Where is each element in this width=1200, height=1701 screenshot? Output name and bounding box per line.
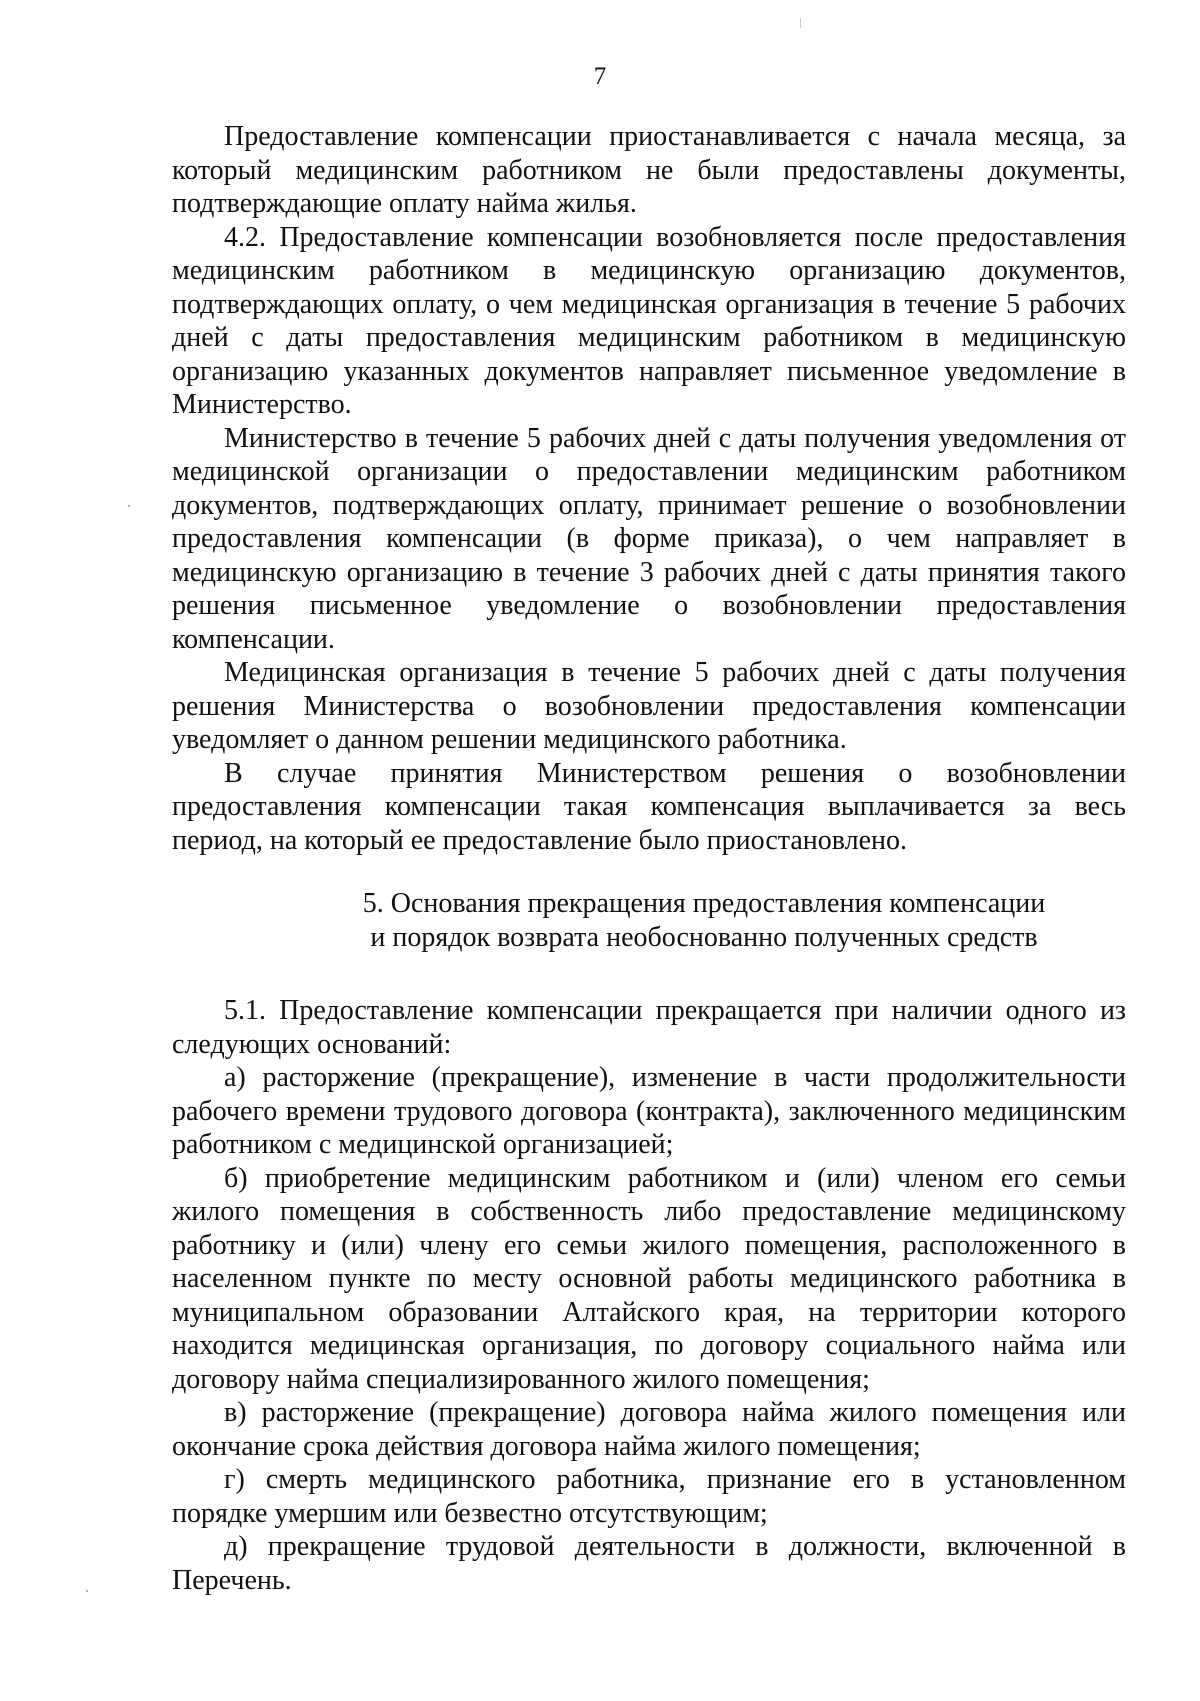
section-heading-line-2: и порядок возврата необоснованно полученных средств xyxy=(370,921,1038,953)
paragraph-5-1: 5.1. Предоставление компенсации прекращается при наличии одного из следующих оснований: xyxy=(172,995,1126,1060)
document-body xyxy=(172,120,1126,1597)
scan-speck xyxy=(128,505,130,507)
list-item-a: а) расторжение (прекращение), изменение в части продолжительности рабочего времени трудового договора (контракта), заключенного медицинским работником с медицинской организацией; xyxy=(172,1062,1126,1160)
paragraph-organization-notice: Медицинская организация в течение 5 рабочих дней с даты получения решения Министерства о возобновлении предоставления компенсации уведомляет о данном решении медицинского работника. xyxy=(172,657,1126,755)
list-item-v: в) расторжение (прекращение) договора найма жилого помещения или окончание срока действия договора найма жилого помещения; xyxy=(172,1397,1126,1462)
section-heading-line-1: 5. Основания прекращения предоставления компенсации xyxy=(362,888,1046,919)
paragraph-payment-period: В случае принятия Министерством решения о возобновлении предоставления компенсации такая компенсация выплачивается за весь период, на который ее предоставление было приостановлено. xyxy=(172,757,1126,856)
scan-speck xyxy=(86,1590,88,1592)
scan-speck xyxy=(800,18,801,28)
list-item-b: б) приобретение медицинским работником и (или) членом его семьи жилого помещения в собственность либо предоставление медицинскому работнику и (или) члену его семьи жилого помещения, расположенного в населенном пункте по месту основной работы медицинского работника в муниципальном образовании Алтайского края, на территории которого находится медицинская организация, по договору социального найма или договору найма специализированного жилого помещения; xyxy=(172,1162,1126,1395)
section-heading xyxy=(172,887,1126,954)
list-item-d: д) прекращение трудовой деятельности в должности, включенной в Перечень. xyxy=(172,1531,1126,1596)
page-number: 7 xyxy=(593,63,607,90)
list-item-g: г) смерть медицинского работника, признание его в установленном порядке умершим или безвестно отсутствующим; xyxy=(172,1464,1126,1529)
paragraph-ministry-decision: Министерство в течение 5 рабочих дней с даты получения уведомления от медицинской организации о предоставлении медицинским работником документов, подтверждающих оплату, принимает решение о возобновлении предоставления компенсации (в форме приказа), о чем направляет в медицинскую организацию в течение 3 рабочих дней с даты принятия такого решения письменное уведомление о возобновлении предоставления компенсации. xyxy=(172,422,1126,655)
paragraph-suspension: Предоставление компенсации приостанавливается с начала месяца, за который медицинским работником не были предоставлены документы, подтверждающие оплату найма жилья. xyxy=(172,121,1126,219)
paragraph-4-2: 4.2. Предоставление компенсации возобновляется после предоставления медицинским работником в медицинскую организацию документов, подтверждающих оплату, о чем медицинская организация в течение 5 рабочих дней с даты предоставления медицинским работником в медицинскую организацию указанных документов направляет письменное уведомление в Министерство. xyxy=(172,221,1126,420)
